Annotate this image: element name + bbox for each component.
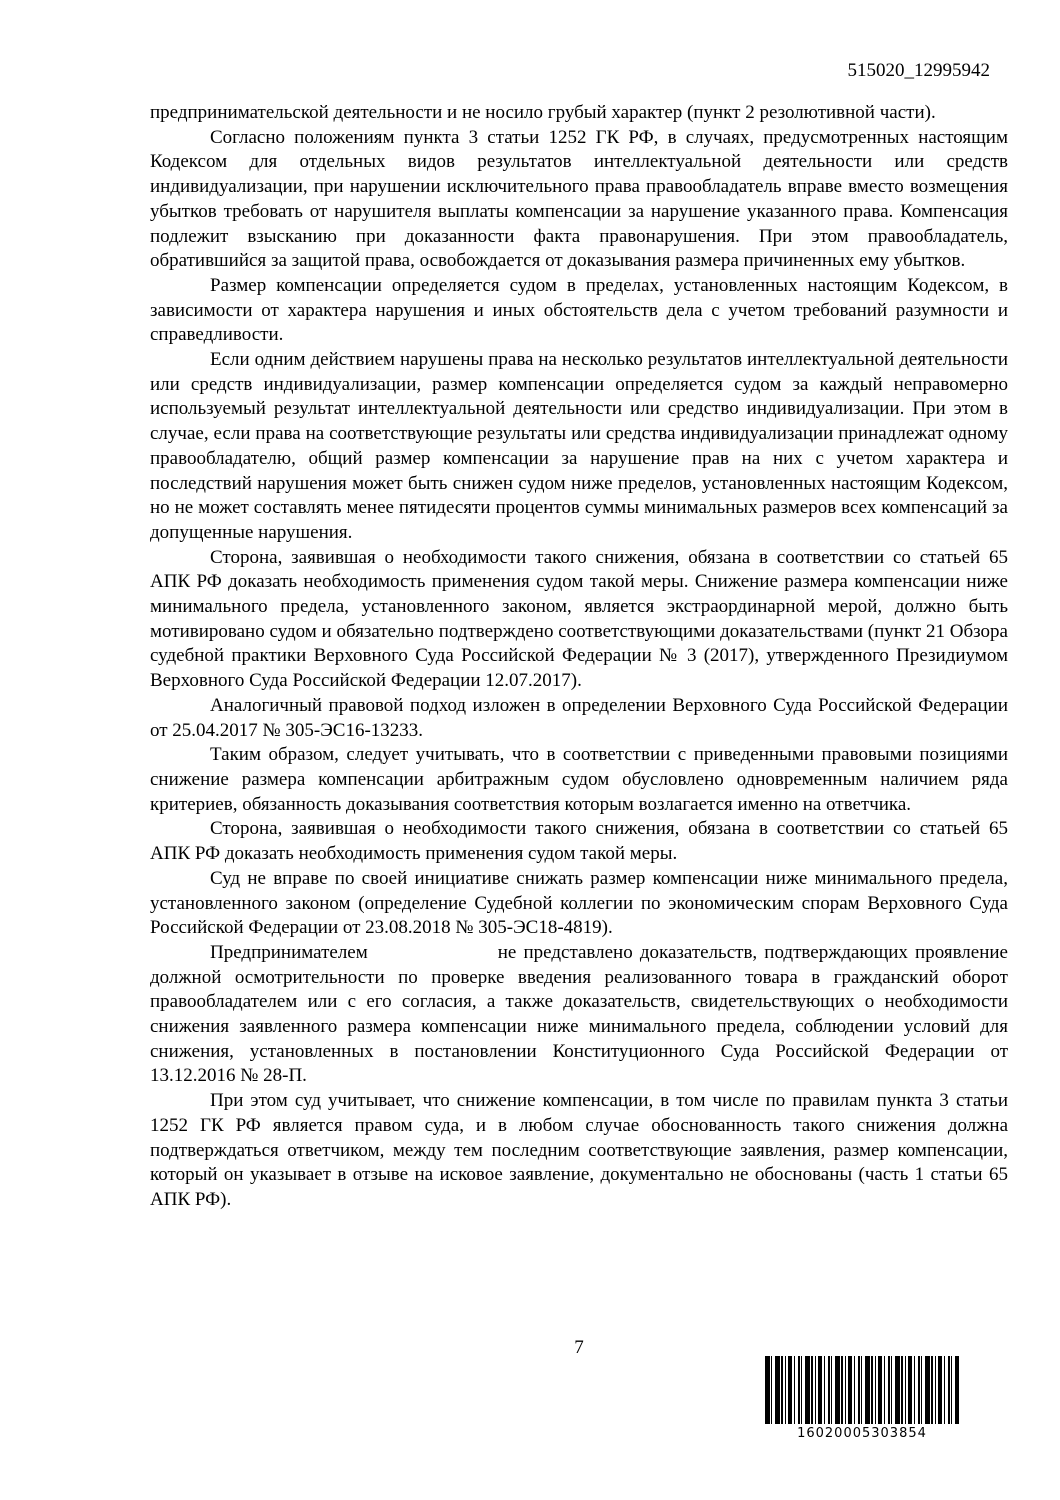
barcode [765,1356,959,1441]
paragraph: Сторона, заявившая о необходимости такого снижения, обязана в соответствии со статьей 65 АПК РФ доказать необходимость применения судом такой меры. Снижение размера компенсации ниже минимального предела, установленного законом, является экстраординарной мерой, должно быть мотивировано судом и обязательно подтверждено соответствующими доказательствами (пункт 21 Обзора судебной практики Верховного Суда Российской Федерации № 3 (2017), утвержденного Президиумом Верховного Суда Российской Федерации 12.07.2017). [150,546,1008,692]
barcode-number: 16020005303854 [797,1426,927,1441]
paragraph: Если одним действием нарушены права на несколько результатов интеллектуальной деятельности или средств индивидуализации, размер компенсации определяется судом за каждый неправомерно используемый результат интеллектуальной деятельности или средство индивидуализации. При этом в случае, если права на соответствующие результаты или средства индивидуализации принадлежат одному правообладателю, общий размер компенсации за нарушение прав на них с учетом характера и последствий нарушения может быть снижен судом ниже пределов, установленных настоящим Кодексом, но не может составлять менее пятидесяти процентов суммы минимальных размеров всех компенсаций за допущенные нарушения. [150,349,1008,543]
document-body [150,101,1008,1213]
paragraph: При этом суд учитывает, что снижение компенсации, в том числе по правилам пункта 3 статьи 1252 ГК РФ является правом суда, и в любом случае обоснованность такого снижения должна подтверждаться ответчиком, между тем последним соответствующие заявления, размер компенсации, который он указывает в отзыве на исковое заявление, документально не обоснованы (часть 1 статьи 65 АПК РФ). [150,1090,1008,1210]
paragraph-lead: Предпринимателем [210,941,368,963]
document-code: 515020_12995942 [847,60,990,81]
paragraph: Суд не вправе по своей инициативе снижать размер компенсации ниже минимального предела, установленного законом (определение Судебной коллегии по экономическим спорам Верховного Суда Российской Федерации от 23.08.2018 № 305-ЭС18-4819). [150,867,1008,939]
paragraph: Размер компенсации определяется судом в пределах, установленных настоящим Кодексом, в зависимости от характера нарушения и иных обстоятельств дела с учетом требований разумности и справедливости. [150,274,1008,346]
paragraph-with-redaction [150,941,1008,1089]
redaction-gap [368,957,498,958]
barcode-bars [765,1356,959,1424]
paragraph-rest: не представлено доказательств, подтверждающих проявление должной осмотрительности по проверке введения реализованного товара в гражданский оборот правообладателем или с его согласия, а также доказательств, свидетельствующих о необходимости снижения заявленного размера компенсации ниже минимального предела, соблюдении условий для снижения, установленных в постановлении Конституционного Суда Российской Федерации от 13.12.2016 № 28-П. [150,941,1008,1087]
paragraph: Аналогичный правовой подход изложен в определении Верховного Суда Российской Федерации от 25.04.2017 № 305-ЭС16-13233. [150,694,1008,741]
paragraph: Согласно положениям пункта 3 статьи 1252 ГК РФ, в случаях, предусмотренных настоящим Кодексом для отдельных видов результатов интеллектуальной деятельности или средств индивидуализации, при нарушении исключительного права правообладатель вправе вместо возмещения убытков требовать от нарушителя выплаты компенсации за нарушение указанного права. Компенсация подлежит взысканию при доказанности факта правонарушения. При этом правообладатель, обратившийся за защитой права, освобождается от доказывания размера причиненных ему убытков. [150,126,1008,272]
paragraph: предпринимательской деятельности и не носило грубый характер (пункт 2 резолютивной части). [150,102,936,123]
paragraph: Сторона, заявившая о необходимости такого снижения, обязана в соответствии со статьей 65 АПК РФ доказать необходимость применения судом такой меры. [150,818,1008,865]
paragraph: Таким образом, следует учитывать, что в соответствии с приведенными правовыми позициями снижение размера компенсации арбитражным судом обусловлено одновременным наличием ряда критериев, обязанность доказывания соответствия которым возлагается именно на ответчика. [150,744,1008,815]
page-number: 7 [574,1337,584,1358]
